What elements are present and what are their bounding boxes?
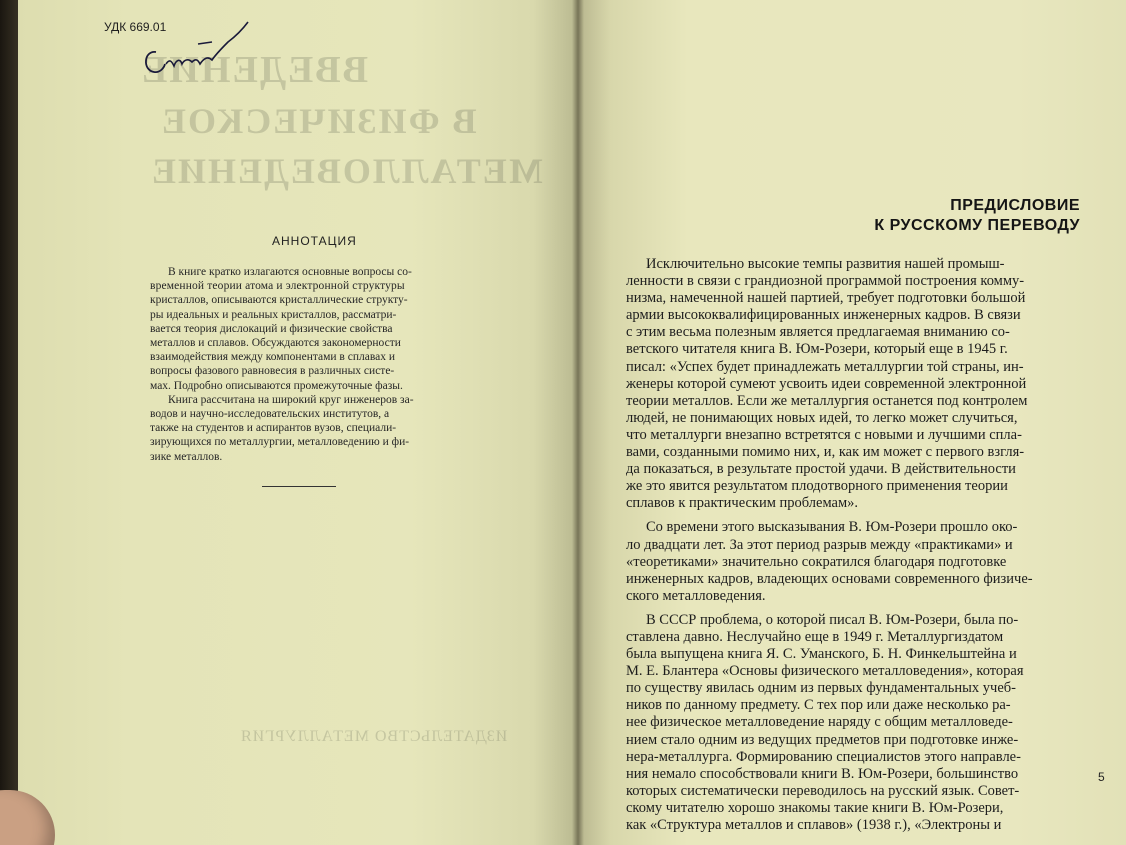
body-line: да показаться, в результате простой удачи. В действительности bbox=[626, 461, 1016, 478]
body-line: В СССР проблема, о которой писал В. Юм-Розери, была по- bbox=[646, 611, 1019, 628]
annotation-line: ры идеальных и реальных кристаллов, рассматри- bbox=[150, 308, 397, 321]
body-line: ло двадцати лет. За этот период разрыв между «практиками» и bbox=[626, 536, 1013, 553]
body-line: «теоретиками» значительно сократился благодаря подготовке bbox=[626, 553, 1007, 570]
body-line: же это явится результатом плодотворного применения теории bbox=[626, 478, 1008, 495]
annotation-line: В книге кратко излагаются основные вопросы со- bbox=[168, 266, 412, 278]
body-line: как «Структура металлов и сплавов» (1938 г.), «Электроны и bbox=[626, 817, 1002, 833]
bleed-through-text: ВВЕДЕНИЕ bbox=[140, 49, 368, 91]
handwritten-signature bbox=[138, 14, 258, 84]
annotation-line: мах. Подробно описываются промежуточные фазы. bbox=[150, 379, 403, 392]
preface-title-line: ПРЕДИСЛОВИЕ bbox=[950, 197, 1080, 214]
body-line: женеры которой сумеют усвоить идеи современной электронной bbox=[626, 375, 1027, 392]
body-line: низма, намеченной нашей партией, требует подготовки большой bbox=[626, 290, 1026, 307]
body-line: ния немало способствовали книги В. Юм-Розери, большинство bbox=[626, 765, 1019, 782]
annotation-line: взаимодействия между компонентами в сплавах и bbox=[150, 351, 395, 364]
annotation-line: зирующихся по металлургии, металловедению и фи- bbox=[150, 436, 410, 449]
body-line: писал: «Успех будет принадлежать металлургии той страны, ин- bbox=[626, 358, 1024, 375]
body-line: нера-металлурга. Формированию специалистов этого направле- bbox=[626, 748, 1021, 765]
body-line: армии высококвалифицированных инженерных кадров. В связи bbox=[626, 307, 1021, 324]
body-line: теории металлов. Если же металлургия останется под контролем bbox=[626, 392, 1028, 409]
body-line: ского металловедения. bbox=[626, 587, 766, 604]
annotation-title: АННОТАЦИЯ bbox=[272, 234, 357, 248]
preface-title bbox=[780, 196, 1080, 236]
divider-rule bbox=[262, 486, 336, 487]
bleed-through-text: ИЗДАТЕЛЬСТВО МЕТАЛЛУРГИЯ bbox=[240, 728, 508, 745]
preface-body bbox=[626, 256, 1108, 834]
body-line: людей, не понимающих новых идей, то легко может случиться, bbox=[626, 409, 1018, 426]
preface-title-line: К РУССКОМУ ПЕРЕВОДУ bbox=[874, 217, 1080, 234]
body-line: инженерных кадров, владеющих основами современного физиче- bbox=[626, 570, 1033, 587]
page-number: 5 bbox=[1098, 770, 1105, 784]
annotation-line: кристаллов, описываются кристаллические структу- bbox=[150, 294, 408, 307]
udk-code: УДК 669.01 bbox=[104, 20, 167, 34]
book-gutter bbox=[572, 0, 584, 845]
annotation-line: зике металлов. bbox=[150, 450, 223, 463]
body-line: что металлурги внезапно встретятся с новыми и лучшими спла- bbox=[626, 426, 1022, 443]
body-line: М. Е. Блантера «Основы физического металловедения», которая bbox=[626, 663, 1024, 680]
annotation-text bbox=[150, 265, 468, 464]
annotation-line: вопросы фазового равновесия в различных систе- bbox=[150, 365, 395, 378]
body-line: по существу явилась одним из первых фундаментальных учеб- bbox=[626, 680, 1016, 697]
bleed-through-text: МЕТАЛЛОВЕДЕНИЕ bbox=[150, 151, 543, 191]
body-line: ленности в связи с грандиозной программой построения комму- bbox=[626, 273, 1025, 290]
body-line: ников по данному предмету. С тех пор или даже несколько ра- bbox=[626, 697, 1011, 714]
book-edge bbox=[0, 0, 20, 845]
body-line: была выпущена книга Я. С. Уманского, Б. Н. Финкельштейна и bbox=[626, 646, 1017, 663]
body-line: вами, созданными помимо них, и, как им может с первого взгля- bbox=[626, 444, 1025, 461]
body-line: Со времени этого высказывания В. Юм-Розери прошло око- bbox=[646, 519, 1018, 536]
body-line: Исключительно высокие темпы развития нашей промыш- bbox=[646, 256, 1005, 272]
body-line: нее физическое металловедение наряду с общим металловеде- bbox=[626, 714, 1013, 731]
annotation-line: водов и научно-исследовательских институтов, а bbox=[150, 408, 390, 421]
body-line: скому читателю хорошо знакомы такие книги В. Юм-Розери, bbox=[626, 799, 1004, 816]
annotation-line: вается теория дислокаций и физические свойства bbox=[150, 322, 393, 335]
body-line: сплавов к практическим проблемам». bbox=[626, 495, 859, 512]
bleed-through-text: В ФИЗИЧЕСКОЕ bbox=[160, 101, 477, 141]
body-line: ставлена давно. Неслучайно еще в 1949 г. Металлургиздатом bbox=[626, 628, 1004, 645]
body-line: которых систематически переводилось на русский язык. Совет- bbox=[626, 782, 1020, 799]
body-line: с этим весьма полезным является предлагаемая вниманию со- bbox=[626, 324, 1010, 341]
body-line: ветского читателя книга В. Юм-Розери, который еще в 1945 г. bbox=[626, 341, 1008, 358]
body-line: нием стало одним из ведущих предметов при подготовке инже- bbox=[626, 731, 1019, 748]
annotation-line: металлов и сплавов. Обсуждаются закономерности bbox=[150, 337, 401, 350]
annotation-line: временной теории атома и электронной структуры bbox=[150, 280, 405, 293]
annotation-line: Книга рассчитана на широкий круг инженеров за- bbox=[168, 393, 414, 406]
annotation-line: также на студентов и аспирантов вузов, специали- bbox=[150, 422, 397, 435]
